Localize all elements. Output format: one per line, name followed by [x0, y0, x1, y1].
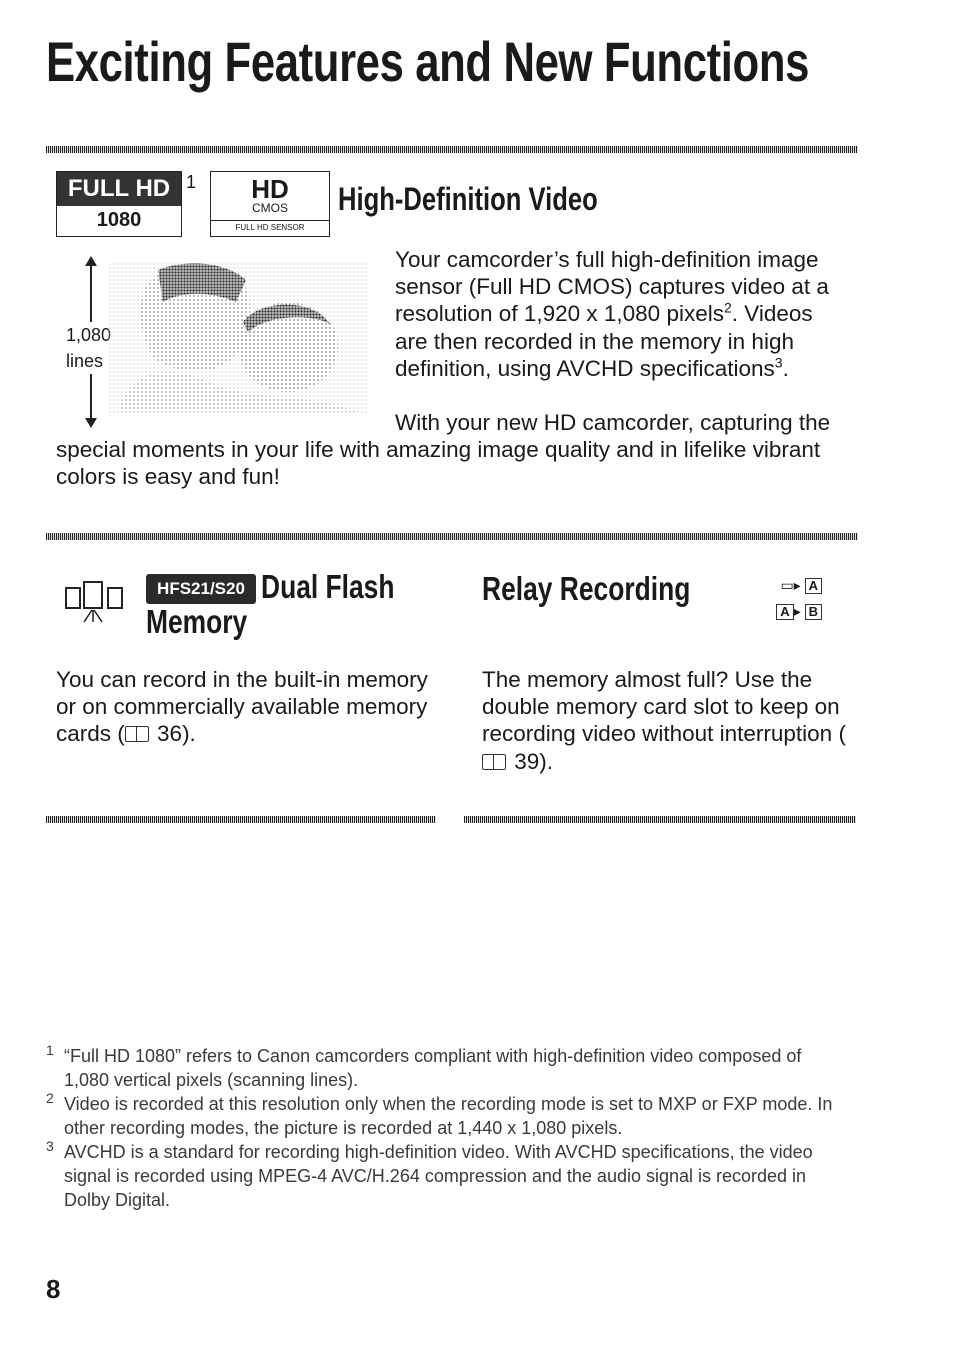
card-b-icon: B	[805, 604, 822, 620]
book-icon	[482, 754, 506, 770]
relay-body: The memory almost full? Use the double memory card slot to keep on recording video without interruption (	[482, 667, 846, 747]
dual-flash-body: You can record in the built-in memory or on commercially available memory cards (	[56, 667, 428, 747]
footnote-text: AVCHD is a standard for recording high-definition video. With AVCHD specifications, the video signal is recorded using MPEG-4 AVC/H.264 compression and the audio signal is recorded in Dolby Digital.	[64, 1142, 813, 1210]
section-divider	[46, 816, 436, 823]
dual-flash-page-ref: 36	[157, 721, 183, 747]
arrow-right-icon: ▸	[793, 603, 801, 619]
hd-paragraph-part3: .	[782, 355, 789, 381]
memory-icon: ▭▸	[780, 577, 801, 593]
dual-flash-text	[56, 666, 436, 748]
hd-cmos-logo	[210, 171, 330, 237]
footnote-ref-3: 3	[774, 354, 783, 371]
section-divider	[46, 146, 858, 153]
section-divider	[464, 816, 856, 823]
full-hd-logo	[56, 171, 182, 237]
sensor-caption: FULL HD SENSOR	[211, 220, 329, 233]
relay-heading: Relay Recording	[482, 570, 691, 607]
relay-row-1	[752, 572, 822, 598]
lines-label: 1,080 lines	[66, 322, 126, 374]
dual-flash-heading-line1: Dual Flash	[261, 568, 395, 605]
arrow-up-icon	[85, 256, 97, 266]
dual-flash-heading-line2: Memory	[146, 603, 248, 640]
relay-icons	[752, 572, 822, 624]
footnote-text: Video is recorded at this resolution only when the recording mode is set to MXP or FXP mode. In other recording modes, the picture is recorded at 1,440 x 1,080 pixels.	[64, 1094, 833, 1138]
dual-memory-icon	[64, 578, 128, 626]
card-a-icon: A	[805, 578, 822, 594]
footnote-number: 3	[46, 1138, 54, 1154]
footnote	[46, 1140, 846, 1212]
hd-paragraph	[395, 246, 835, 382]
relay-row-2	[752, 598, 822, 624]
footnote-number: 2	[46, 1090, 54, 1106]
footnote	[46, 1044, 846, 1092]
footnote-text: “Full HD 1080” refers to Canon camcorders compliant with high-definition video composed of 1,080 vertical pixels (scanning lines).	[64, 1046, 802, 1090]
footnote	[46, 1092, 846, 1140]
hd-paragraph-2-text: With your new HD camcorder, capturing the special moments in your life with amazing image quality and in lifelike vibrant colors is easy and fun!	[56, 410, 831, 490]
full-hd-logo-bottom: 1080	[96, 209, 142, 231]
hd-mark: HD	[251, 174, 289, 204]
page-title: Exciting Features and New Functions	[46, 30, 810, 93]
footnotes	[46, 1044, 846, 1212]
relay-text	[482, 666, 852, 775]
section-divider	[46, 533, 858, 540]
relay-page-ref: 39	[514, 748, 540, 774]
footnote-ref-1: 1	[186, 172, 197, 192]
relay-end: ).	[539, 748, 554, 774]
hd-paragraph-2	[56, 409, 856, 491]
full-hd-logo-top: FULL HD	[57, 172, 181, 206]
card-a-icon: A	[776, 604, 793, 620]
hd-paragraph-part2: . Videos are then recorded in the memory in high definition, using AVCHD specifications	[395, 301, 813, 381]
page-number: 8	[46, 1274, 61, 1304]
parent-child-photo	[108, 262, 368, 414]
book-icon	[125, 726, 149, 742]
hd-heading: High-Definition Video	[338, 181, 598, 217]
footnote-ref-2: 2	[723, 299, 732, 316]
hd-paragraph-part1: Your camcorder’s full high-definition image sensor (Full HD CMOS) captures video at a resolution of 1,920 x 1,080 pixels	[395, 247, 829, 327]
dual-flash-end: ).	[182, 721, 196, 747]
model-badge: HFS21/S20	[146, 574, 256, 604]
footnote-number: 1	[46, 1042, 54, 1058]
cmos-label: CMOS	[252, 201, 288, 215]
